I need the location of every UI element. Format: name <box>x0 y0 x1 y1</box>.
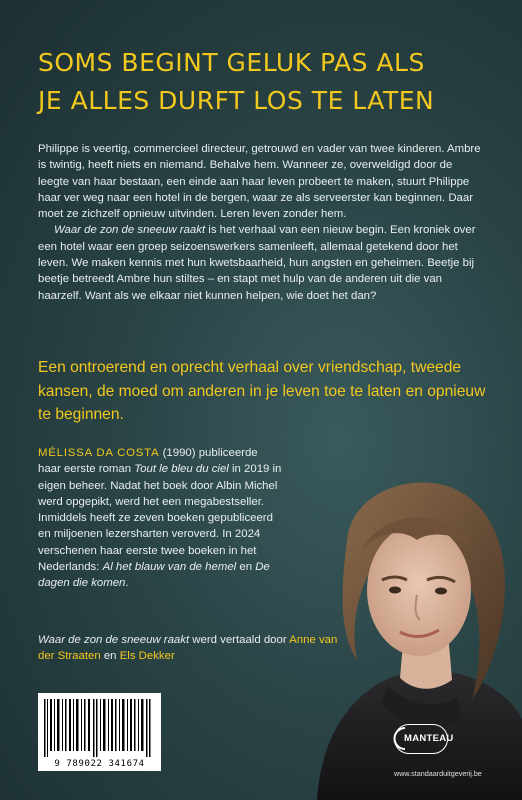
bio-book-2: Al het blauw van de hemel <box>102 561 237 574</box>
bio-text-2: in 2019 in eigen beheer. Nadat het boek door Albin Michel werd opgepikt, werd het een megabestseller. Inmiddels heeft ze zeven boeken gepubliceerd en miljoenen lezersharten veroverd. In 2024 verschenen haar eerste twee boeken in het Nederlands: <box>38 463 282 574</box>
author-name: MÉLISSA DA COSTA <box>38 447 160 459</box>
publisher-website: www.standaarduitgeverij.be <box>394 769 482 778</box>
tagline-line-1: SOMS BEGINT GELUK PAS ALS <box>38 48 425 77</box>
author-portrait <box>257 470 522 800</box>
blurb <box>38 141 483 304</box>
blurb-paragraph-2 <box>38 222 483 303</box>
barcode-bars <box>38 693 161 757</box>
translator-1: Anne van der Straaten <box>38 634 338 663</box>
publisher-logo-text: MANTEAU <box>404 733 454 744</box>
tagline <box>38 44 498 120</box>
bio-text-1: (1990) publiceerde haar eerste roman <box>38 447 258 476</box>
blurb-book-title: Waar de zon de sneeuw raakt <box>54 224 206 237</box>
tagline-line-2: JE ALLES DURFT LOS TE LATEN <box>38 86 435 115</box>
blurb-paragraph-2-text: is het verhaal van een nieuw begin. Een kroniek over een hotel waar een groep seizoenswerkers samenleeft, allemaal getekend door het leven. We maken kennis met hun kwetsbaarheid, hun angsten en geheimen. Beetje bij beetje betreedt Ambre hun stiltes – en stapt met hulp van de anderen uit die van haarzelf. Want als we elkaar niet kunnen helpen, wie doet het dan? <box>38 224 476 302</box>
translation-text-2: en <box>100 650 120 663</box>
bio-book-1: Tout le bleu du ciel <box>134 463 229 476</box>
author-bio <box>38 445 283 592</box>
bio-book-3: De dagen die komen <box>38 561 270 590</box>
bio-text-3: en <box>236 561 256 574</box>
translation-book-title: Waar de zon de sneeuw raakt <box>38 634 190 646</box>
isbn-number: 9 789022 341674 <box>54 759 145 769</box>
translator-2: Els Dekker <box>119 650 175 663</box>
translation-text-1: werd vertaald door <box>189 634 290 646</box>
review-quote: Een ontroerend en oprecht verhaal over vriendschap, tweede kansen, de moed om anderen in je leven toe te laten en opnieuw te beginnen. <box>38 359 486 423</box>
blurb-paragraph-1: Philippe is veertig, commercieel directeur, getrouwd en vader van twee kinderen. Ambre is twintig, heeft niets en niemand. Behalve hem. Wanneer ze, overweldigd door de leegte van haar bestaan, een einde aan haar leven probeert te maken, stuurt Philippe haar ver weg naar een hotel in de bergen, waar ze als serveerster kan beginnen. Daar moet ze zichzelf opnieuw uitvinden. Leren leven zonder hem. <box>38 143 481 221</box>
bio-text-4: . <box>125 577 129 590</box>
isbn-barcode <box>38 693 161 771</box>
